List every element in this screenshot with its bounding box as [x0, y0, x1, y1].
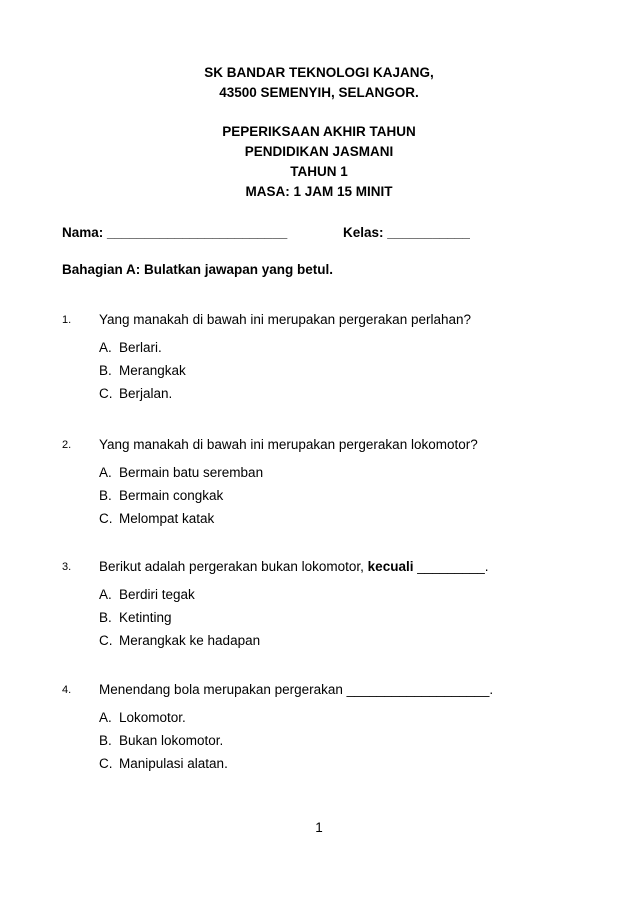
- option-letter: C.: [99, 511, 113, 526]
- option-c: [99, 511, 263, 534]
- option-a: [99, 587, 260, 610]
- section-title: Bahagian A: Bulatkan jawapan yang betul.: [62, 262, 334, 277]
- option-text: Berlari.: [119, 340, 162, 355]
- option-letter: A.: [99, 587, 112, 602]
- option-b: [99, 610, 260, 633]
- question-text: [99, 559, 489, 574]
- option-text: Berdiri tegak: [119, 587, 195, 602]
- exam-year: TAHUN 1: [290, 164, 348, 179]
- option-text: Bermain batu seremban: [119, 465, 264, 480]
- question-number: 2.: [62, 439, 72, 451]
- option-a: [99, 710, 228, 733]
- exam-header: [0, 122, 638, 202]
- option-text: Lokomotor.: [119, 710, 186, 725]
- option-b: [99, 488, 263, 511]
- option-list: [99, 340, 186, 409]
- option-letter: C.: [99, 386, 113, 401]
- question-text-after: _________.: [413, 559, 489, 574]
- option-text: Bukan lokomotor.: [119, 733, 224, 748]
- option-a: [99, 340, 186, 363]
- question-text: Yang manakah di bawah ini merupakan pergerakan lokomotor?: [99, 437, 478, 452]
- option-letter: A.: [99, 340, 112, 355]
- exam-subject: PENDIDIKAN JASMANI: [244, 144, 394, 159]
- option-letter: B.: [99, 610, 112, 625]
- option-letter: A.: [99, 710, 112, 725]
- option-a: [99, 465, 263, 488]
- option-text: Ketinting: [119, 610, 172, 625]
- option-letter: C.: [99, 633, 113, 648]
- option-b: [99, 733, 228, 756]
- option-c: [99, 633, 260, 656]
- exam-title: PEPERIKSAAN AKHIR TAHUN: [222, 124, 416, 139]
- option-b: [99, 363, 186, 386]
- option-c: [99, 386, 186, 409]
- option-letter: A.: [99, 465, 112, 480]
- question-text-before: Berikut adalah pergerakan bukan lokomotor,: [99, 559, 368, 574]
- option-letter: B.: [99, 488, 112, 503]
- option-list: [99, 465, 263, 534]
- school-address: 43500 SEMENYIH, SELANGOR.: [219, 85, 419, 100]
- page-number: 1: [315, 820, 323, 835]
- option-c: [99, 756, 228, 779]
- option-list: [99, 587, 260, 656]
- question-number: 3.: [62, 561, 72, 573]
- exam-duration: MASA: 1 JAM 15 MINIT: [245, 184, 393, 199]
- option-list: [99, 710, 228, 779]
- question-number: 1.: [62, 314, 72, 326]
- question-text: Menendang bola merupakan pergerakan ___________________.: [99, 682, 494, 697]
- option-text: Manipulasi alatan.: [119, 756, 228, 771]
- option-text: Berjalan.: [119, 386, 173, 401]
- option-letter: B.: [99, 733, 112, 748]
- name-field: Nama: ________________________: [62, 225, 288, 240]
- option-text: Merangkak: [119, 363, 186, 378]
- class-field: Kelas: ___________: [343, 225, 470, 240]
- question-keyword: kecuali: [367, 559, 414, 574]
- option-text: Bermain congkak: [119, 488, 224, 503]
- option-text: Melompat katak: [119, 511, 215, 526]
- question-number: 4.: [62, 684, 72, 696]
- school-header: [0, 63, 638, 103]
- option-letter: C.: [99, 756, 113, 771]
- option-letter: B.: [99, 363, 112, 378]
- school-name: SK BANDAR TEKNOLOGI KAJANG,: [204, 65, 434, 80]
- question-text: Yang manakah di bawah ini merupakan pergerakan perlahan?: [99, 312, 472, 327]
- option-text: Merangkak ke hadapan: [119, 633, 261, 648]
